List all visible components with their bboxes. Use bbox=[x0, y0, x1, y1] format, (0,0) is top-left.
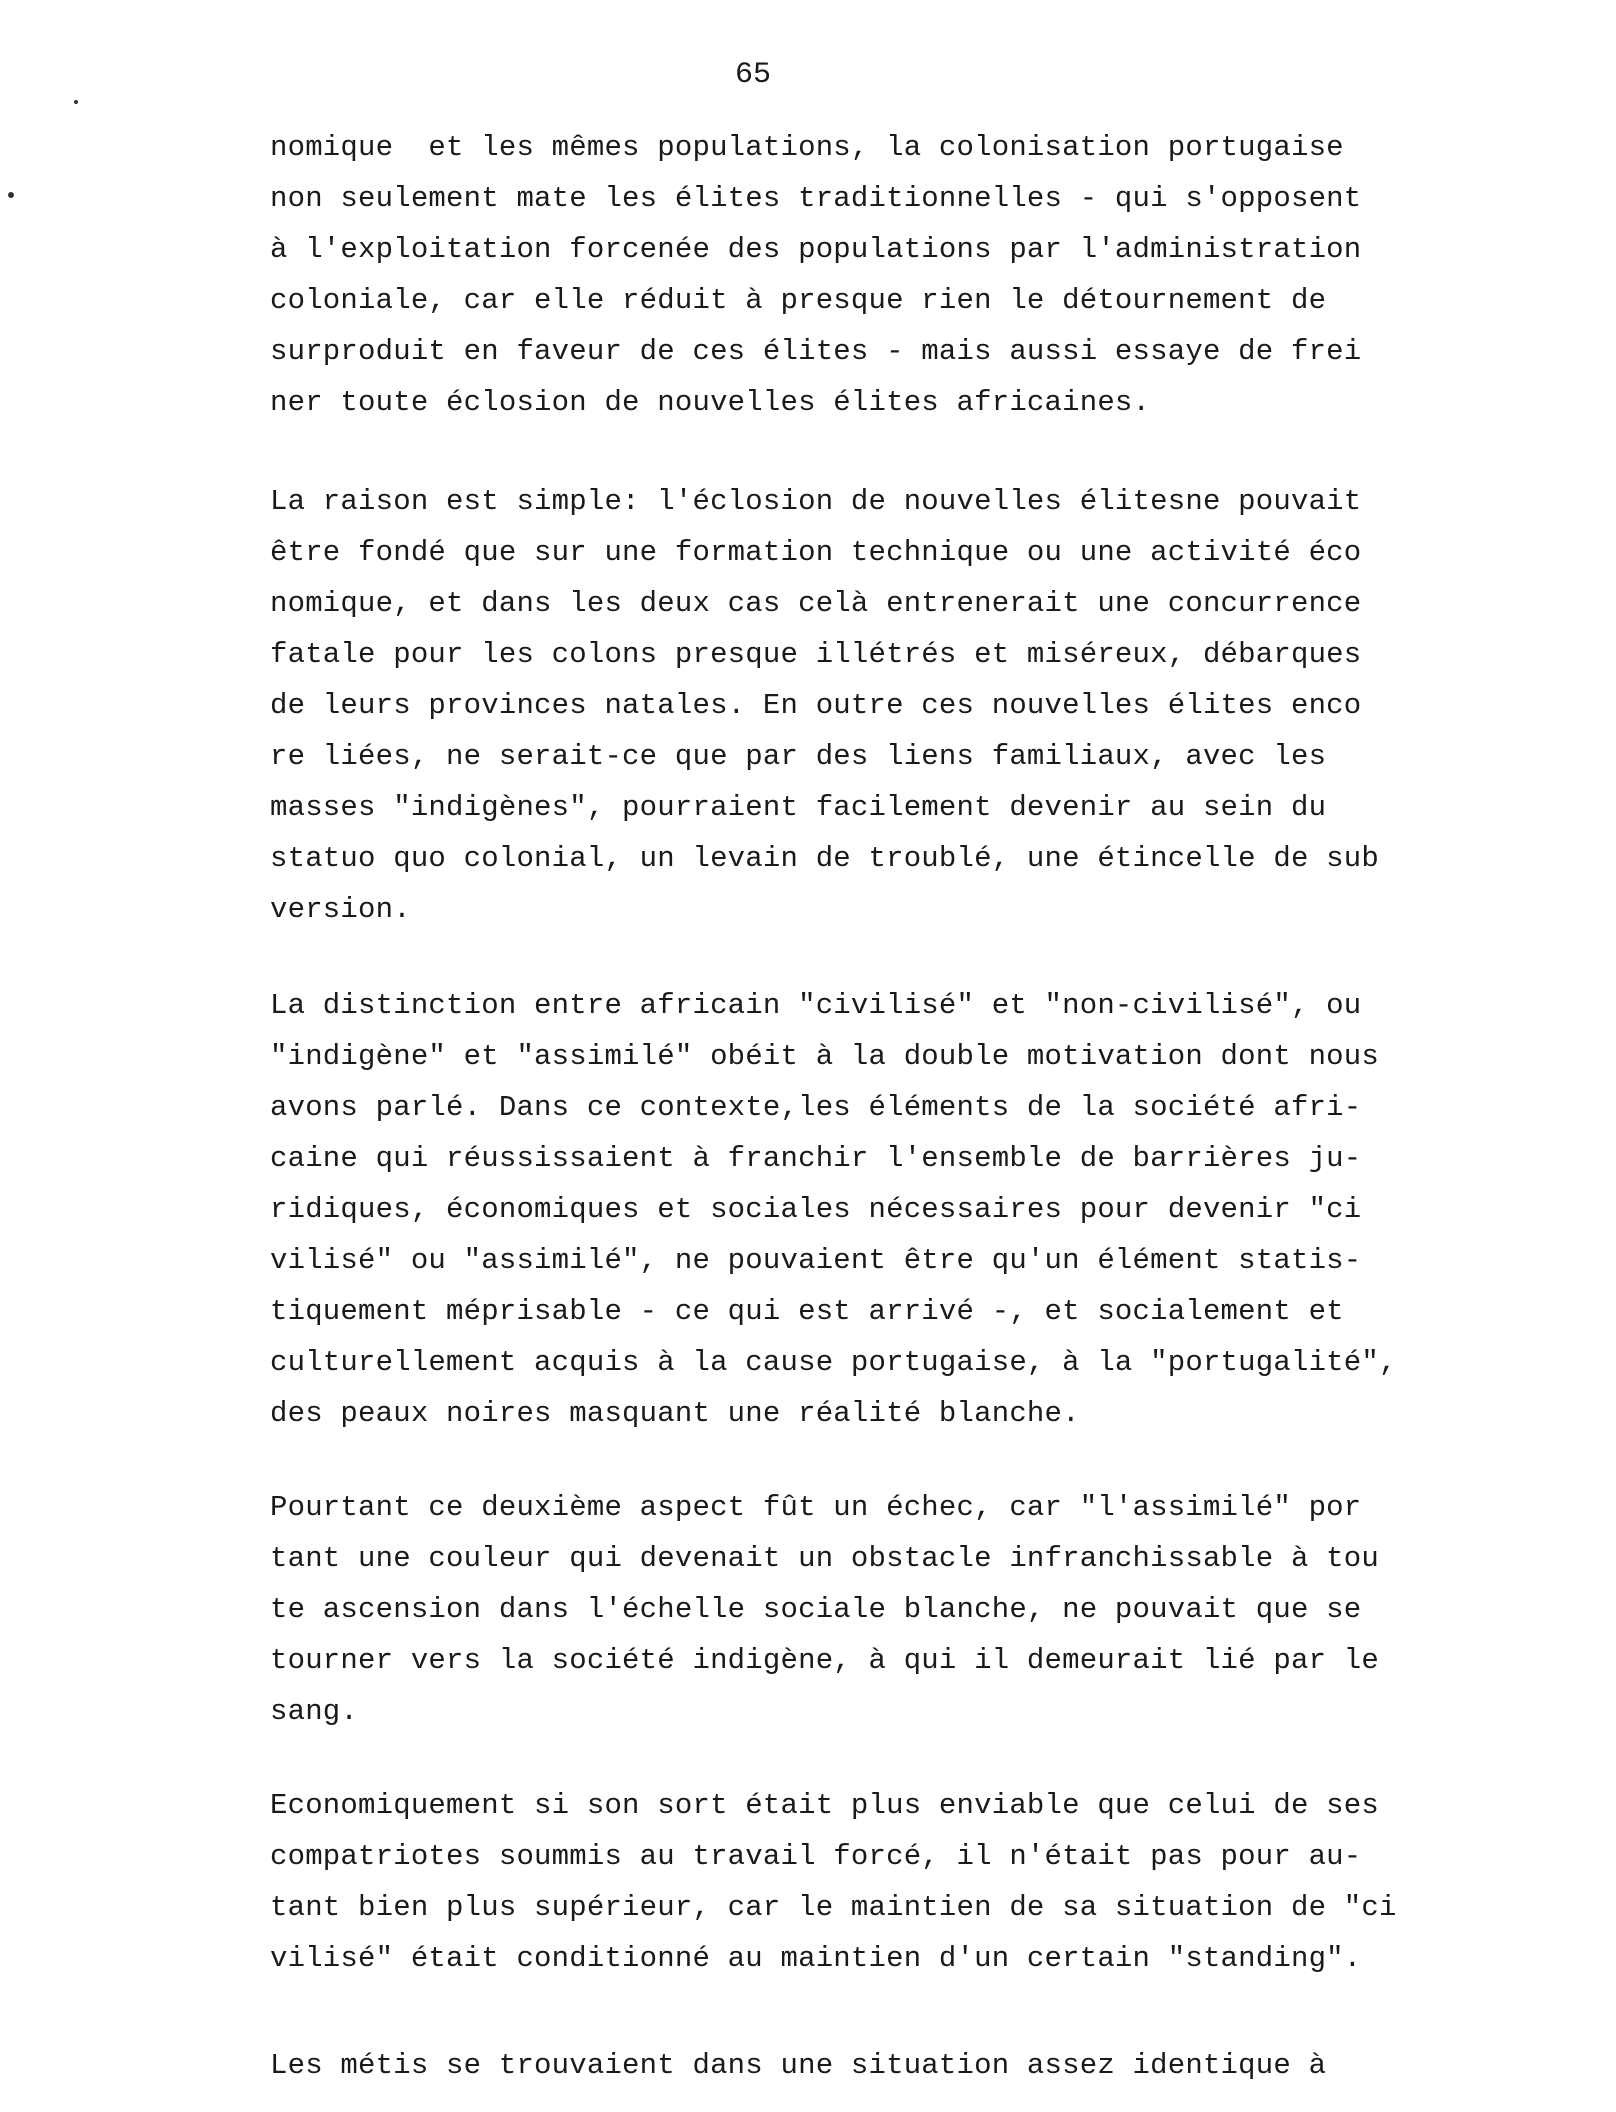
text-line: caine qui réussissaient à franchir l'ensemble de barrières ju- bbox=[270, 1142, 1362, 1175]
text-line: nomique, et dans les deux cas celà entrenerait une concurrence bbox=[270, 587, 1362, 620]
text-line: surproduit en faveur de ces élites - mais aussi essaye de frei bbox=[270, 335, 1362, 368]
scan-speck bbox=[8, 192, 14, 198]
text-line: ridiques, économiques et sociales nécessaires pour devenir "ci bbox=[270, 1193, 1362, 1226]
paragraph-3 bbox=[270, 980, 1590, 1439]
text-line: des peaux noires masquant une réalité blanche. bbox=[270, 1397, 1080, 1430]
text-line: non seulement mate les élites traditionnelles - qui s'opposent bbox=[270, 182, 1362, 215]
text-line: coloniale, car elle réduit à presque rien le détournement de bbox=[270, 284, 1327, 317]
text-line: Economiquement si son sort était plus enviable que celui de ses bbox=[270, 1789, 1379, 1822]
paragraph-5 bbox=[270, 1780, 1590, 1984]
text-line: fatale pour les colons presque illétrés et miséreux, débarques bbox=[270, 638, 1362, 671]
text-line: culturellement acquis à la cause portugaise, à la "portugalité", bbox=[270, 1346, 1397, 1379]
text-line: avons parlé. Dans ce contexte,les éléments de la société afri- bbox=[270, 1091, 1362, 1124]
text-line: nomique et les mêmes populations, la colonisation portugaise bbox=[270, 131, 1344, 164]
paragraph-6 bbox=[270, 2040, 1590, 2091]
text-line: Pourtant ce deuxième aspect fût un échec, car "l'assimilé" por bbox=[270, 1491, 1362, 1524]
text-line: statuo quo colonial, un levain de troublé, une étincelle de sub bbox=[270, 842, 1379, 875]
text-line: être fondé que sur une formation technique ou une activité éco bbox=[270, 536, 1362, 569]
paragraph-2 bbox=[270, 476, 1590, 935]
text-line: masses "indigènes", pourraient facilement devenir au sein du bbox=[270, 791, 1327, 824]
text-line: tourner vers la société indigène, à qui il demeurait lié par le bbox=[270, 1644, 1379, 1677]
paragraph-4 bbox=[270, 1482, 1590, 1737]
text-line: La distinction entre africain "civilisé" et "non-civilisé", ou bbox=[270, 989, 1362, 1022]
text-line: "indigène" et "assimilé" obéit à la double motivation dont nous bbox=[270, 1040, 1379, 1073]
text-line: compatriotes soummis au travail forcé, il n'était pas pour au- bbox=[270, 1840, 1362, 1873]
scan-speck bbox=[74, 100, 78, 104]
text-line: vilisé" ou "assimilé", ne pouvaient être qu'un élément statis- bbox=[270, 1244, 1362, 1277]
text-line: de leurs provinces natales. En outre ces nouvelles élites enco bbox=[270, 689, 1362, 722]
text-line: tiquement méprisable - ce qui est arrivé -, et socialement et bbox=[270, 1295, 1344, 1328]
text-line: sang. bbox=[270, 1695, 359, 1728]
text-line: à l'exploitation forcenée des populations par l'administration bbox=[270, 233, 1362, 266]
text-line: tant bien plus supérieur, car le maintien de sa situation de "ci bbox=[270, 1891, 1397, 1924]
text-line: re liées, ne serait-ce que par des liens familiaux, avec les bbox=[270, 740, 1327, 773]
text-line: tant une couleur qui devenait un obstacle infranchissable à tou bbox=[270, 1542, 1379, 1575]
text-line: La raison est simple: l'éclosion de nouvelles élitesne pouvait bbox=[270, 485, 1362, 518]
text-line: version. bbox=[270, 893, 411, 926]
text-line: vilisé" était conditionné au maintien d'un certain "standing". bbox=[270, 1942, 1362, 1975]
text-line: te ascension dans l'échelle sociale blanche, ne pouvait que se bbox=[270, 1593, 1362, 1626]
text-line: Les métis se trouvaient dans une situation assez identique à bbox=[270, 2049, 1327, 2082]
paragraph-1 bbox=[270, 122, 1590, 428]
text-line: ner toute éclosion de nouvelles élites africaines. bbox=[270, 386, 1151, 419]
page-number: 65 bbox=[735, 58, 772, 92]
